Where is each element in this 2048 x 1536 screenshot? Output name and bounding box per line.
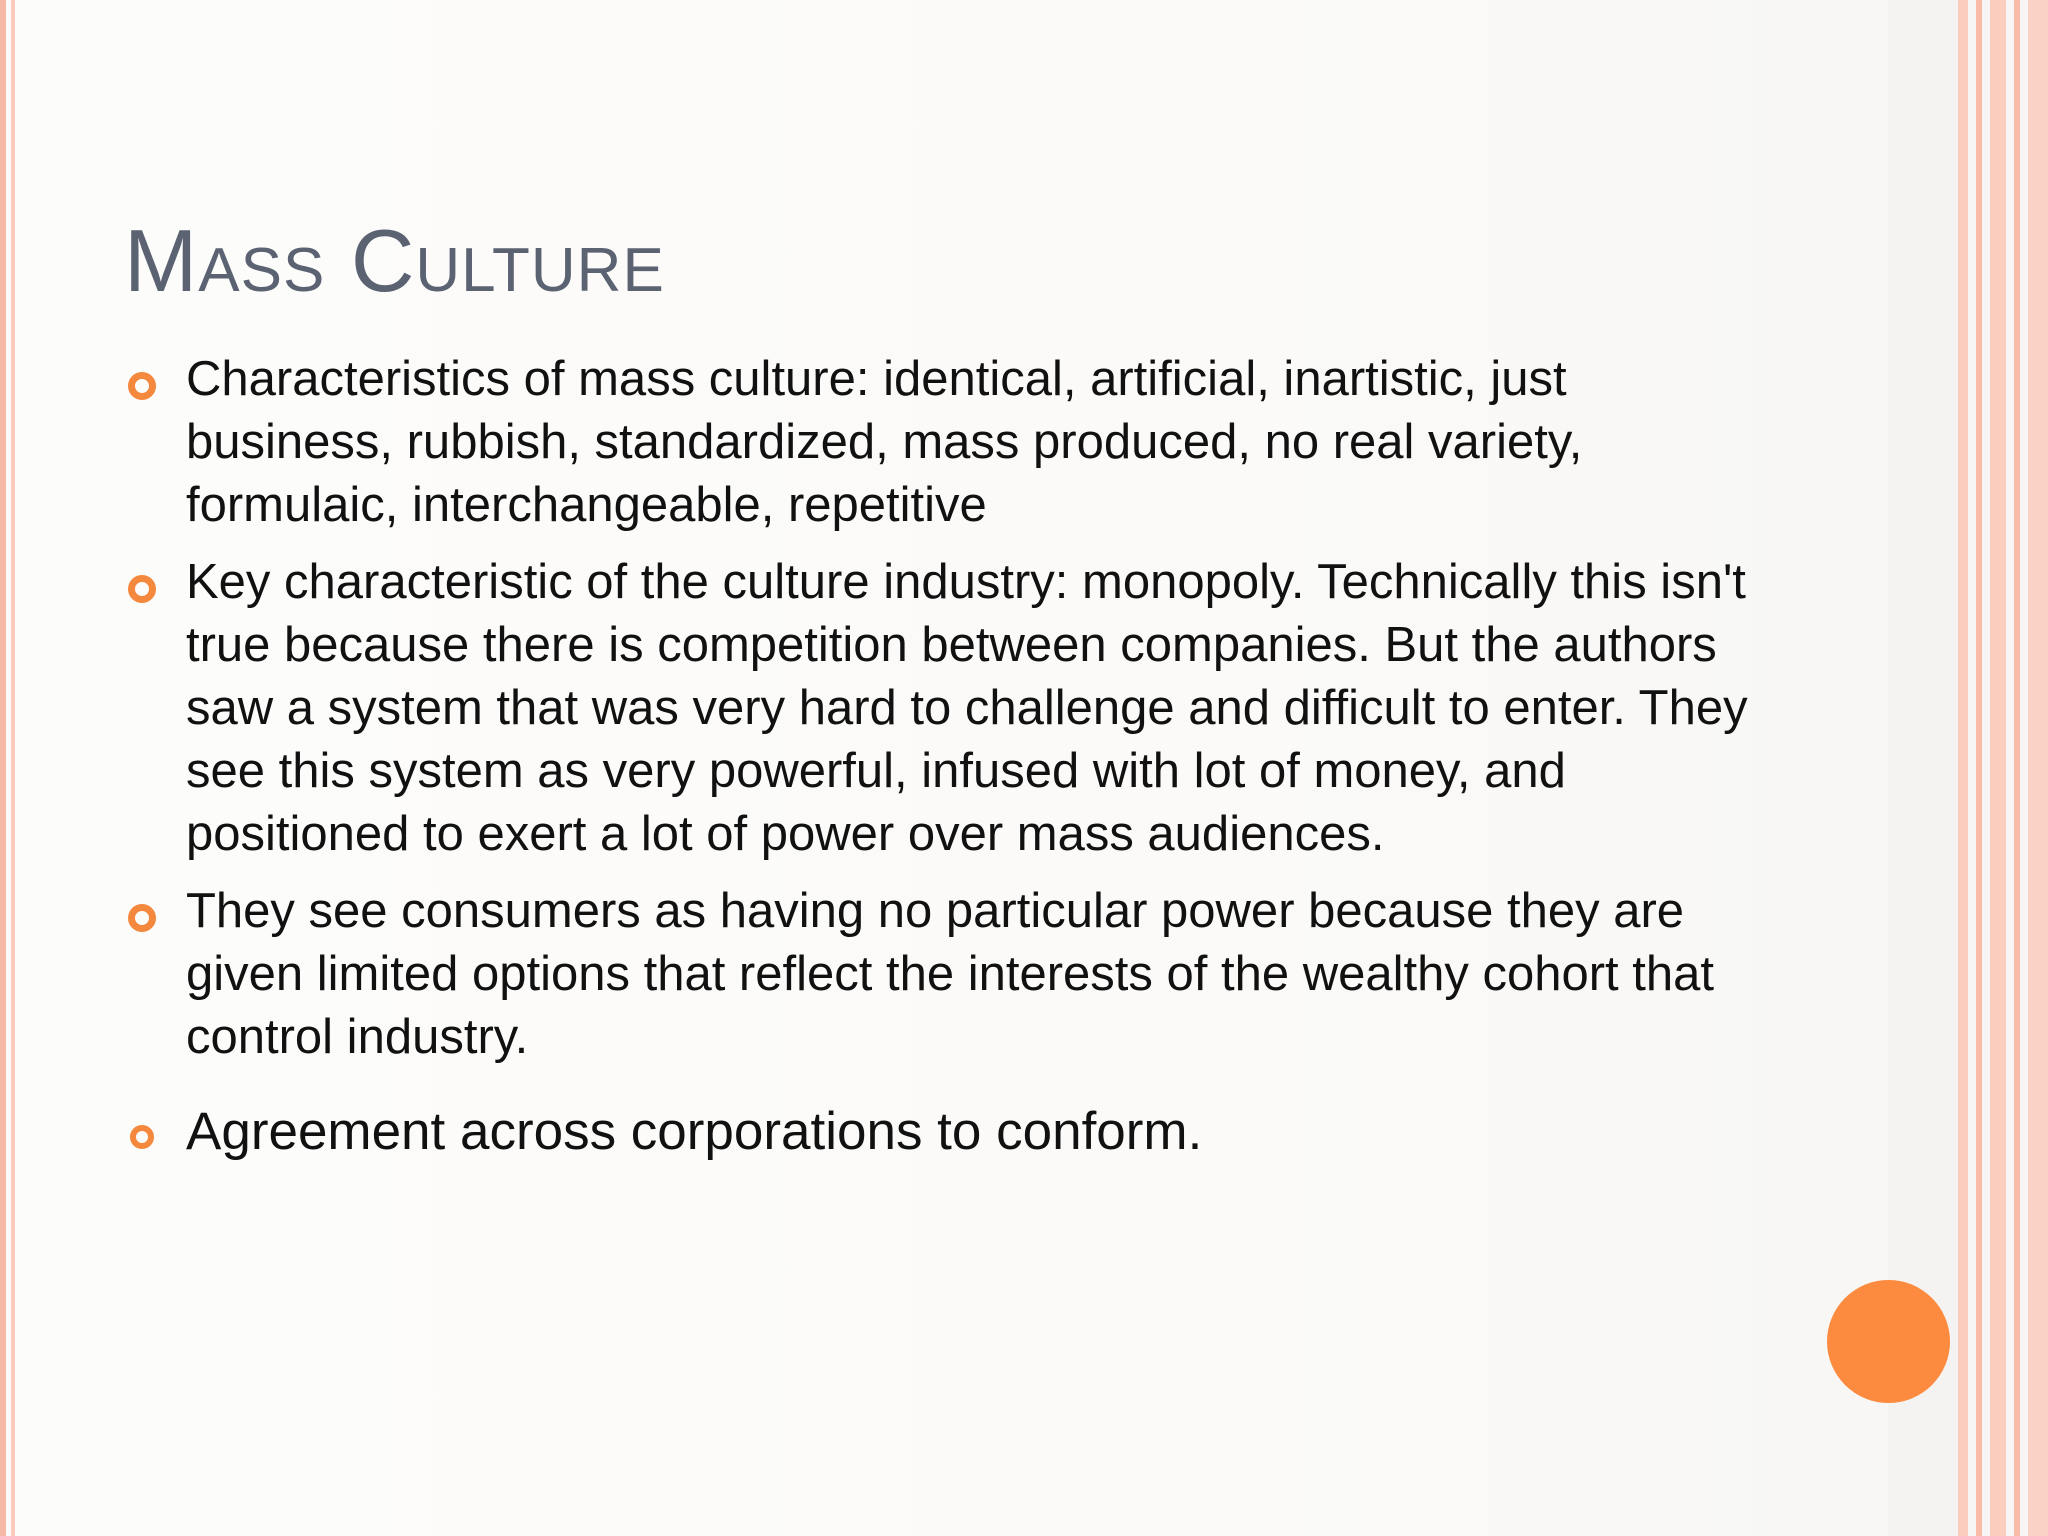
ring-bullet-icon [130, 1125, 154, 1149]
ring-bullet-icon [128, 372, 156, 400]
bullet-item [124, 1099, 1764, 1165]
bullet-list [124, 348, 1764, 1179]
right-border-stripe [2028, 0, 2048, 1536]
bullet-text: They see consumers as having no particular power because they are given limited options that reflect the interests of the wealthy cohort that control industry. [186, 884, 1714, 1064]
bullet-text: Key characteristic of the culture industry: monopoly. Technically this isn't true because there is competition between companies. But the authors saw a system that was very hard to challenge and difficult to enter. They see this system as very powerful, infused with lot of money, and positioned to exert a lot of power over mass audiences. [186, 555, 1748, 861]
left-border-stripe [0, 0, 6, 1536]
right-border-stripe [1976, 0, 1982, 1536]
ring-bullet-icon [128, 575, 156, 603]
left-border-stripe [11, 0, 15, 1536]
slide-title: Mass Culture [124, 211, 665, 310]
bullet-text: Characteristics of mass culture: identical, artificial, inartistic, just business, rubbish, standardized, mass produced, no real variety, formulaic, interchangeable, repetitive [186, 352, 1583, 532]
bullet-item [124, 348, 1764, 537]
ring-bullet-icon [128, 904, 156, 932]
bullet-item [124, 880, 1764, 1069]
bullet-item [124, 551, 1764, 866]
orange-circle-icon [1827, 1280, 1950, 1403]
bullet-text: Agreement across corporations to conform. [186, 1102, 1203, 1161]
right-border-stripe [2014, 0, 2020, 1536]
right-border-stripe [1990, 0, 2006, 1536]
right-border-stripe [1958, 0, 1968, 1536]
